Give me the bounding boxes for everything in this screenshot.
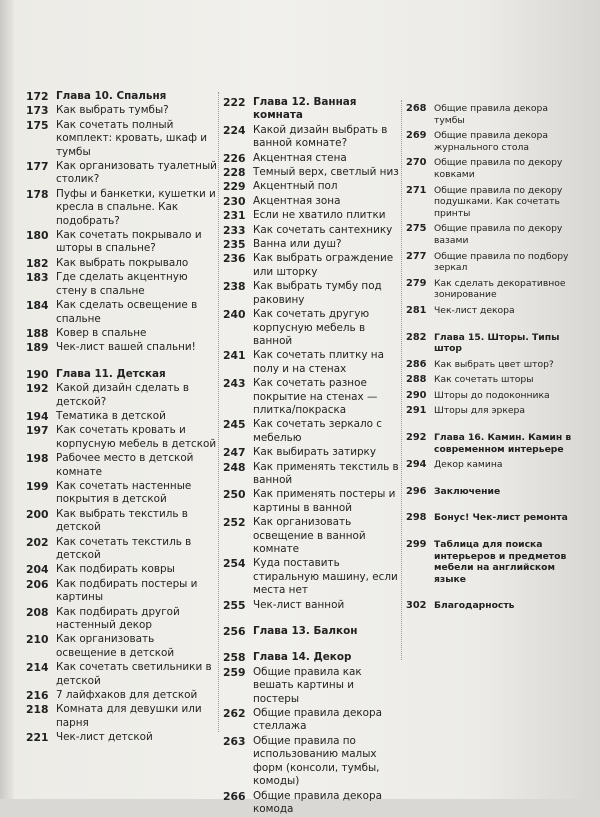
page-number: 197	[26, 424, 49, 438]
toc-entry	[26, 633, 218, 660]
toc-entry	[223, 152, 401, 165]
entry-title: Как сочетать разное покрытие на стенах — плитка/покраска	[253, 377, 378, 416]
page-number: 238	[223, 280, 246, 294]
page-number: 177	[26, 160, 49, 174]
entry-title: Как выбирать затирку	[253, 446, 376, 459]
toc-entry	[26, 119, 218, 159]
toc-entry	[26, 327, 218, 340]
toc-entry	[223, 195, 401, 208]
page-number: 221	[26, 731, 49, 745]
toc-entry	[223, 446, 401, 459]
page-number: 243	[223, 377, 246, 391]
page-number: 178	[26, 187, 49, 201]
toc-entry	[223, 280, 401, 307]
toc-chapter-entry	[26, 90, 218, 103]
toc-entry	[223, 349, 401, 376]
entry-title: Как сделать освещение в спальне	[56, 299, 198, 325]
toc-entry	[406, 390, 581, 402]
page-number: 208	[26, 605, 49, 619]
toc-entry	[406, 459, 581, 471]
page-number: 256	[223, 625, 246, 639]
page-number: 298	[406, 512, 427, 524]
page-number: 202	[26, 535, 49, 549]
page-number: 250	[223, 488, 246, 502]
entry-title: Общие правила как вешать картины и постеры	[253, 665, 362, 705]
toc-entry	[26, 410, 218, 423]
page-number: 281	[406, 304, 427, 316]
entry-title: Какой дизайн выбрать в ванной комнате?	[253, 123, 388, 150]
toc-entry	[26, 661, 218, 688]
page-number: 268	[406, 103, 427, 114]
entry-title: Как сочетать кровать и корпусную мебель в детской	[56, 424, 217, 450]
chapter-title: Бонус! Чек-лист ремонта	[434, 512, 568, 524]
toc-entry	[26, 731, 218, 744]
toc-entry	[223, 461, 401, 488]
chapter-title: Заключение	[434, 485, 501, 497]
entry-title: Где сделать акцентную стену в спальне	[56, 271, 188, 297]
toc-chapter-entry	[26, 368, 218, 381]
entry-title: Как сочетать настенные покрытия в детской	[56, 479, 192, 506]
toc-entry	[223, 166, 401, 179]
entry-title: Комната для девушки или парня	[56, 703, 202, 729]
page-number: 222	[223, 96, 246, 109]
entry-title: Как сочетать полный комплект: кровать, шкаф и тумбы	[56, 118, 208, 158]
page-number: 282	[406, 331, 427, 343]
chapter-title: Глава 15. Шторы. Типы штор	[434, 331, 560, 355]
toc-entry	[406, 405, 581, 417]
page-number: 224	[223, 123, 246, 137]
page-number: 231	[223, 209, 246, 223]
toc-chapter-entry	[406, 332, 581, 355]
entry-title: Тематика в детской	[56, 409, 166, 422]
page-number: 277	[406, 250, 427, 262]
toc-entry	[26, 578, 218, 605]
toc-chapter-entry	[406, 539, 581, 585]
toc-entry	[223, 516, 401, 556]
toc-column-3	[406, 103, 581, 616]
page-number: 288	[406, 374, 427, 386]
toc-chapter-entry	[406, 512, 581, 524]
toc-entry	[223, 308, 401, 348]
page-number: 226	[223, 151, 246, 165]
entry-title: Чек-лист декора	[434, 304, 515, 316]
entry-title: Как применять текстиль в ванной	[253, 460, 399, 486]
page-number: 190	[26, 367, 49, 381]
page-number: 286	[406, 358, 427, 370]
page-number: 206	[26, 577, 49, 591]
toc-entry	[26, 104, 218, 117]
page-number: 259	[223, 665, 246, 679]
toc-entry	[26, 452, 218, 479]
page-number: 199	[26, 479, 49, 493]
toc-entry	[223, 666, 401, 706]
page-number: 290	[406, 389, 427, 401]
toc-entry	[26, 689, 218, 702]
toc-entry	[406, 103, 581, 126]
chapter-title: Таблица для поиска интерьеров и предметов мебели на английском языке	[434, 539, 567, 585]
page-number: 214	[26, 661, 49, 675]
page-number: 210	[26, 633, 49, 647]
entry-title: Как применять постеры и картины в ванной	[253, 488, 396, 514]
column-divider	[218, 92, 219, 732]
page-number: 291	[406, 405, 427, 417]
page-number: 229	[223, 180, 246, 194]
entry-title: Как подбирать постеры и картины	[56, 577, 198, 604]
entry-title: Как сочетать покрывало и шторы в спальне?	[56, 229, 202, 255]
toc-entry	[26, 382, 218, 409]
toc-entry	[223, 180, 401, 193]
entry-title: Чек-лист детской	[56, 731, 153, 744]
entry-title: Темный верх, светлый низ	[253, 166, 399, 179]
toc-entry	[223, 209, 401, 222]
entry-title: Декор камина	[434, 459, 503, 471]
toc-chapter-entry	[223, 96, 401, 123]
page-number: 175	[26, 118, 49, 132]
entry-title: Как сочетать плитку на полу и на стенах	[253, 349, 384, 375]
entry-title: Как сочетать шторы	[434, 374, 534, 386]
toc-entry	[406, 251, 581, 274]
entry-title: Шторы до подоконника	[434, 389, 550, 401]
page-number: 270	[406, 157, 427, 169]
toc-entry	[26, 508, 218, 535]
entry-title: Общие правила по использованию малых форм (консоли, тумбы, комоды)	[253, 734, 380, 788]
entry-title: Как выбрать ограждение или шторку	[253, 252, 394, 278]
entry-title: Как подбирать другой настенный декор	[56, 605, 180, 632]
toc-entry	[26, 536, 218, 563]
entry-title: Чек-лист вашей спальни!	[56, 341, 196, 354]
page-number: 262	[223, 707, 246, 721]
page-number: 275	[406, 223, 427, 235]
entry-title: Как сочетать текстиль в детской	[56, 535, 192, 561]
entry-title: Чек-лист ванной	[253, 598, 345, 611]
entry-title: Как организовать освещение в детской	[56, 633, 175, 659]
entry-title: Пуфы и банкетки, кушетки и кресла в спальне. Как подобрать?	[56, 187, 216, 227]
page-number: 266	[223, 789, 246, 803]
toc-chapter-entry	[406, 486, 581, 498]
toc-entry	[406, 223, 581, 246]
page-number: 296	[406, 485, 427, 497]
page-number: 228	[223, 166, 246, 180]
toc-entry	[406, 130, 581, 153]
toc-entry	[26, 563, 218, 576]
entry-title: Общие правила по декору подушками. Как сочетать принты	[434, 184, 563, 219]
page-number: 279	[406, 277, 427, 289]
entry-title: Общие правила по подбору зеркал	[434, 250, 569, 274]
entry-title: Как подбирать ковры	[56, 563, 175, 576]
toc-entry	[26, 257, 218, 270]
toc-entry	[26, 703, 218, 730]
entry-title: Куда поставить стиральную машину, если места нет	[253, 557, 398, 597]
chapter-title: Глава 14. Декор	[253, 651, 352, 664]
page-number: 182	[26, 256, 49, 270]
entry-title: Общие правила декора тумбы	[434, 103, 549, 126]
entry-title: Как организовать туалетный столик?	[56, 160, 217, 186]
page-number: 180	[26, 229, 49, 243]
page-number: 216	[26, 689, 49, 703]
toc-entry	[26, 299, 218, 326]
toc-entry	[26, 606, 218, 633]
page-number: 248	[223, 460, 246, 474]
page-number: 247	[223, 446, 246, 460]
entry-title: Акцентная стена	[253, 151, 347, 164]
entry-title: Как сочетать светильники в детской	[56, 661, 212, 687]
page-number: 188	[26, 326, 49, 340]
entry-title: 7 лайфхаков для детской	[56, 689, 198, 702]
entry-title: Общие правила декора журнального стола	[434, 130, 549, 153]
entry-title: Рабочее место в детской комнате	[56, 452, 194, 478]
page-number: 252	[223, 516, 246, 530]
page-number: 184	[26, 299, 49, 313]
toc-entry	[406, 305, 581, 317]
toc-entry	[406, 157, 581, 180]
toc-entry	[223, 252, 401, 279]
page-number: 173	[26, 104, 49, 118]
page-number: 258	[223, 651, 246, 665]
page-number: 233	[223, 223, 246, 237]
entry-title: Как сочетать зеркало с мебелью	[253, 418, 382, 444]
book-binding	[0, 0, 14, 799]
entry-title: Как выбрать цвет штор?	[434, 358, 554, 370]
page-number: 236	[223, 252, 246, 266]
toc-chapter-entry	[406, 432, 581, 455]
toc-entry	[26, 341, 218, 354]
page-number: 245	[223, 418, 246, 432]
toc-entry	[223, 790, 401, 817]
toc-entry	[223, 124, 401, 151]
toc-entry	[223, 599, 401, 612]
page-number: 192	[26, 382, 49, 396]
toc-entry	[26, 424, 218, 451]
page-number: 302	[406, 600, 427, 612]
chapter-title: Глава 11. Детская	[56, 367, 166, 380]
page-number: 241	[223, 349, 246, 363]
toc-chapter-entry	[406, 600, 581, 612]
entry-title: Общие правила по декору вазами	[434, 223, 563, 246]
toc-column-2	[223, 96, 401, 817]
chapter-title: Глава 12. Ванная комната	[253, 96, 357, 122]
page-number: 254	[223, 557, 246, 571]
entry-title: Как сделать декоративное зонирование	[434, 277, 566, 301]
toc-entry	[406, 278, 581, 301]
page-number: 235	[223, 238, 246, 252]
entry-title: Если не хватило плитки	[253, 209, 386, 222]
toc-entry	[223, 377, 401, 417]
entry-title: Ковер в спальне	[56, 326, 147, 339]
entry-title: Как сочетать сантехнику	[253, 223, 393, 236]
page-number: 240	[223, 308, 246, 322]
toc-entry	[223, 224, 401, 237]
toc-entry	[223, 488, 401, 515]
toc-column-1	[26, 90, 218, 746]
toc-entry	[406, 374, 581, 386]
page-number: 204	[26, 563, 49, 577]
page-number: 230	[223, 194, 246, 208]
entry-title: Как выбрать покрывало	[56, 256, 189, 269]
entry-title: Как выбрать тумбы?	[56, 104, 169, 117]
page-number: 269	[406, 130, 427, 142]
entry-title: Ванна или душ?	[253, 238, 342, 251]
toc-chapter-entry	[223, 625, 401, 638]
toc-entry	[26, 480, 218, 507]
chapter-title: Глава 10. Спальня	[56, 90, 167, 102]
entry-title: Общие правила декора стеллажа	[253, 707, 382, 733]
column-divider	[401, 100, 402, 660]
page-number: 198	[26, 452, 49, 466]
chapter-title: Благодарность	[434, 600, 515, 612]
toc-entry	[223, 735, 401, 789]
toc-chapter-entry	[223, 651, 401, 664]
entry-title: Какой дизайн сделать в детской?	[56, 382, 190, 408]
toc-entry	[26, 188, 218, 228]
page-number: 294	[406, 459, 427, 471]
toc-entry	[223, 238, 401, 251]
page-number: 255	[223, 598, 246, 612]
entry-title: Как выбрать тумбу под раковину	[253, 280, 382, 306]
entry-title: Акцентный пол	[253, 180, 338, 193]
entry-title: Как выбрать текстиль в детской	[56, 507, 188, 534]
page-number: 183	[26, 271, 49, 285]
page-number: 299	[406, 539, 427, 551]
entry-title: Как организовать освещение в ванной комнате	[253, 516, 366, 555]
toc-entry	[406, 359, 581, 371]
page-number: 172	[26, 90, 49, 103]
toc-entry	[223, 557, 401, 597]
page-number: 194	[26, 409, 49, 423]
chapter-title: Глава 16. Камин. Камин в современном интерьере	[434, 432, 572, 455]
toc-entry	[223, 707, 401, 734]
entry-title: Общие правила по декору ковками	[434, 157, 563, 180]
toc-entry	[26, 160, 218, 187]
page-number: 292	[406, 432, 427, 444]
toc-entry	[406, 185, 581, 220]
entry-title: Общие правила декора комода	[253, 789, 382, 815]
toc-entry	[223, 418, 401, 445]
page-number: 189	[26, 341, 49, 355]
page-number: 271	[406, 184, 427, 196]
entry-title: Как сочетать другую корпусную мебель в ванной	[253, 308, 370, 347]
entry-title: Шторы для эркера	[434, 405, 526, 417]
page-number: 218	[26, 703, 49, 717]
page-number: 263	[223, 734, 246, 748]
page-number: 200	[26, 507, 49, 521]
entry-title: Акцентная зона	[253, 194, 341, 207]
chapter-title: Глава 13. Балкон	[253, 625, 358, 638]
toc-entry	[26, 271, 218, 298]
toc-entry	[26, 229, 218, 256]
